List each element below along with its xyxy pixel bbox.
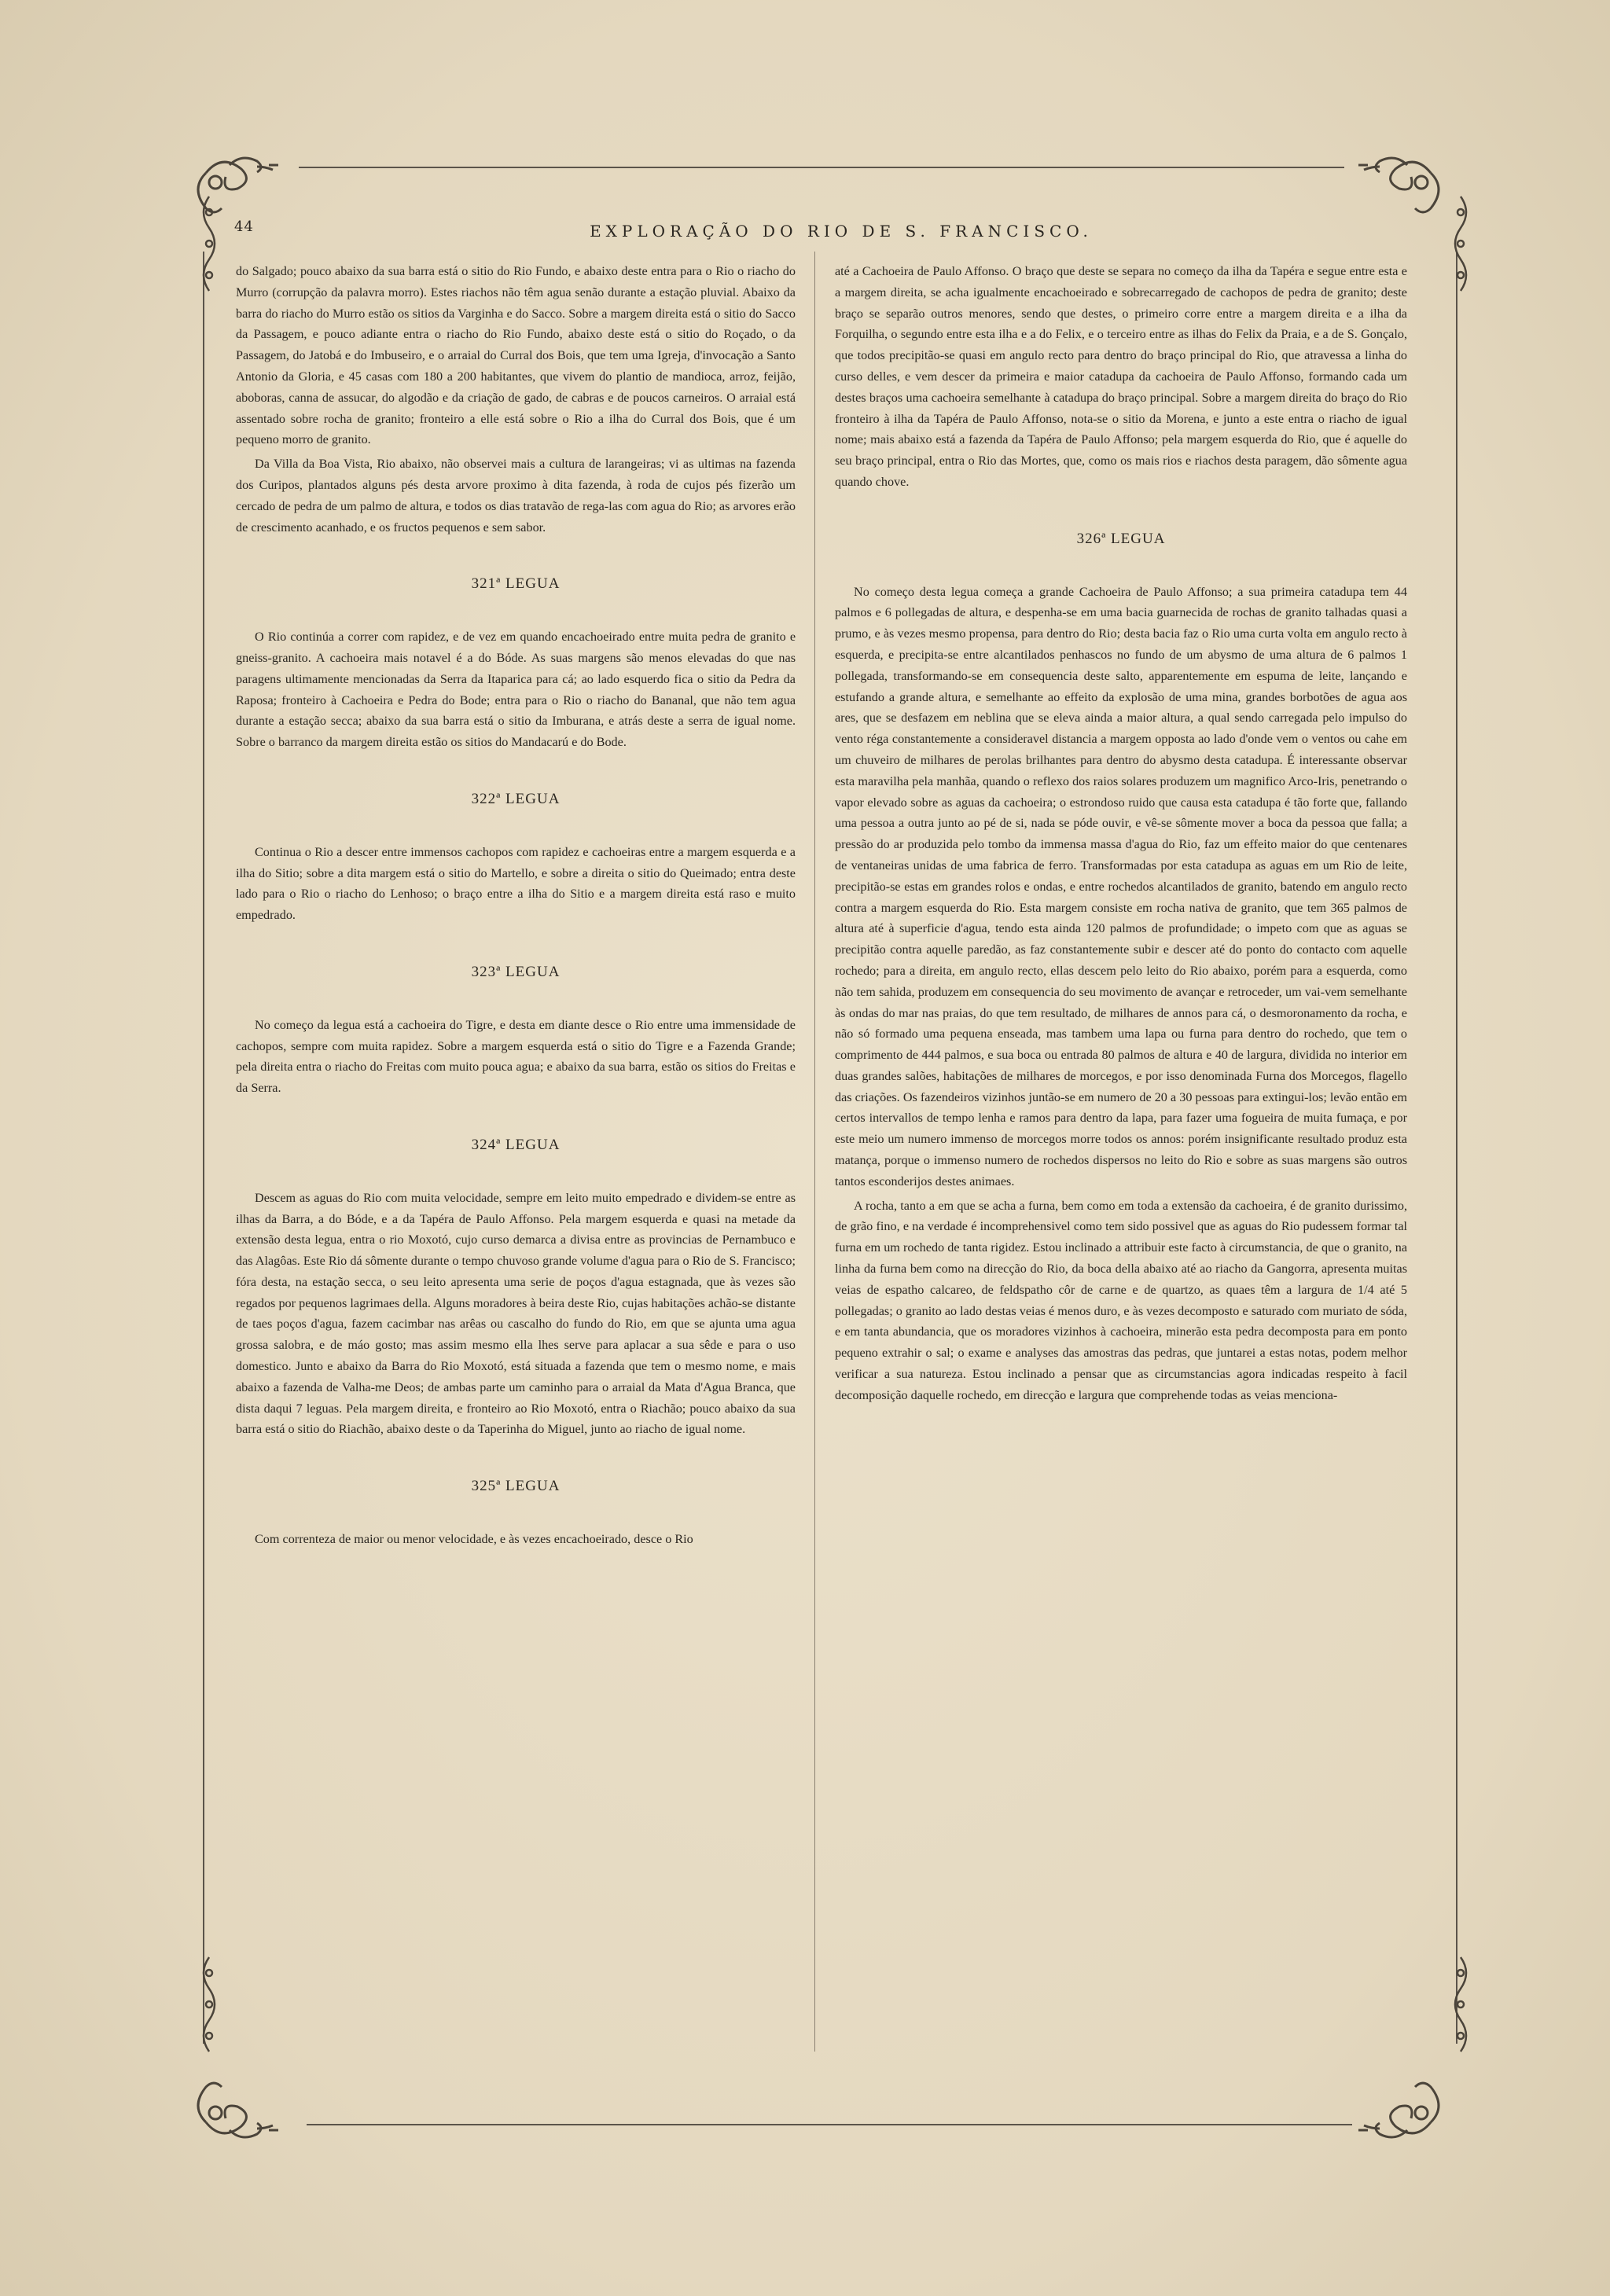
league-323-text: No começo da legua está a cachoeira do Tigre, e desta em diante desce o Rio entre uma immensidade de cachopos, sempre com muita rapidez. Sobre a margem esquerda está o sitio do Tigre e a Fazenda Grande; pela direita entra o riacho do Freitas com muito pouca agua; e abaixo da sua barra, estão os sitios do Freitas e da Serra. bbox=[236, 1017, 796, 1096]
frame-right-rule bbox=[1456, 252, 1457, 2044]
league-321-text: O Rio continúa a correr com rapidez, e de vez em quando encachoeirado entre muita pedra de granito e gneiss-granito. A cachoeira mais notavel é a do Bóde. As suas margens são menos elevadas do que nas paragens ultimamente mencionadas da Serra da Itaparica para cá; ao lado esquerdo fica o sitio da Pedra da Raposa; fronteiro à Cachoeira e Pedra do Bode; entra para o Rio o riacho do Bananal, que não tem agua durante a estação secca; abaixo da sua barra está o sitio da Imburana, e atrás deste a serra de igual nome. Sobre o barranco da margem direita estão os sitios do Mandacarú e do Bode. bbox=[236, 630, 796, 750]
league-325-text: Com correnteza de maior ou menor velocidade, e às vezes encachoeirado, desce o Rio bbox=[255, 1532, 693, 1547]
continuation-paragraph: até a Cachoeira de Paulo Affonso. O braço que deste se separa no começo da ilha da Tapéra e segue entre esta e a margem direita, se acha igualmente encachoeirado e sobrecarregado de cachopos de pedra de granito; deste braço se separão outros menores, sendo que destes, o primeiro corre entre a margem direita e a ilha da Forquilha, o segundo entre esta ilha e a do Felix, e o terceiro entre as ilhas do Felix da Praia, e a de S. Gonçalo, que todos precipitão-se quasi em angulo recto para dentro do braço principal do Rio, que atravessa a linha do curso delles, e vem descer da primeira e maior catadupa da cachoeira de Paulo Affonso, formando cada um destes braços uma cachoeira semelhante à catadupa do braço principal. Sobre a margem direita do braço do Rio fronteiro à ilha da Tapéra de Paulo Affonso, nota-se o sitio da Morena, e junto a este entra o riacho de igual nome; mais abaixo está a fazenda da Tapéra de Paulo Affonso; pela margem esquerda do Rio, que é aquelle do seu braço principal, entra o Rio das Mortes, que, como os mais rios e riachos desta paragem, dão sômente agua quando chove. bbox=[835, 264, 1407, 489]
running-head: EXPLORAÇÃO DO RIO DE S. FRANCISCO. bbox=[590, 222, 1093, 241]
league-326-paragraph-1: No começo desta legua começa a grande Cachoeira de Paulo Affonso; a sua primeira catadupa tem 44 palmos e 6 pollegadas de altura, e despenha-se em uma bacia guarnecida de rochas de granito talhadas quasi a prumo, e às vezes mesmo propensa, para dentro do Rio; desta bacia faz o Rio uma curta volta em angulo recto à esquerda, e precipita-se entre alcantilados penhascos no fundo de um abysmo de uma altura de 6 palmos 1 pollegada, transformando-se em consequencia deste salto, apparentemente em espuma de leite, lançando e estufando a grande altura, e semelhante ao effeito da explosão de uma mina, grandes borbotões de agua aos ares, que se desfazem em neblina que se eleva ainda a maior altura, a qual sendo carregada pelo impulso do vento réga constantemente a consideravel distancia a margem opposta ao lado d'onde vem o ventos ou cahe em um chuveiro de milhares de perolas brilhantes para dentro do abysmo desta catadupa. É interessante observar esta maravilha pela manhãa, quando o reflexo dos raios solares produzem um magnifico Arco-Iris, penetrando o vapor elevado sobre as aguas da cachoeira; o estrondoso ruido que causa esta catadupa é tão forte que, fallando uma pessoa a outra junto ao pé de si, nada se póde ouvir, e vê-se sômente mover a boca da pessoa que falla; a pressão do ar produzida pelo tombo da immensa massa d'agua do Rio, faz um effeito maior do que centenares de ventaneiras unidas de uma fabrica de ferro. Transformadas por esta catadupa as aguas em um Rio de leite, precipitão-se estas em grandes rolos e ondas, e entre rochedos alcantilados de granito, batendo em angulo recto contra a margem esquerda do Rio. Esta margem consiste em rocha nativa de granito, que tem 365 palmos de altura até à superficie d'agua, tendo esta ainda 120 palmos de profundidade; o impeto com que as aguas se precipitão contra aquelle paredão, as faz constantemente subir e descer até do ponto do contacto com aquelle rochedo; para a direita, em angulo recto, ellas descem pelo leito do Rio abaixo, porém para a esquerda, como não tem sahida, produzem em consequencia do seu movimento de avançar e retroceder, um vai-vem semelhante às ondas do mar nas praias, do que tem resultado, de milhares de annos para cá, o desmoronamento da rocha, e não só formado uma pequena enseada, mas tambem uma lapa ou furna para dentro do rochedo, que tem o comprimento de 444 palmos, e sua boca ou entrada 80 palmos de altura e 40 de largura, dividida no interior em duas grandes salões, habitações de milhares de morcegos, e por isso denominada Furna dos Morcegos, flagello das criações. Os fazendeiros vizinhos juntão-se em numero de 20 a 30 pessoas para extingui-los; levão então em certos intervallos de tempo lenha e ramos para dentro da lapa, para fazer uma fogueira de muita fumaça, e por este meio um numero immenso de morcegos morre todos os annos: porém insignificante resultado produz esta matança, porque o immenso numero de rochedos dispersos no leito do Rio e sobre as suas margens são outros tantos esconderijos destes animaes. bbox=[835, 584, 1407, 1188]
league-323-heading: 323ª LEGUA bbox=[471, 963, 561, 980]
league-326-heading: 326ª LEGUA bbox=[1076, 530, 1166, 547]
column-divider bbox=[814, 252, 815, 2052]
right-column bbox=[835, 261, 1407, 1409]
page-number: 44 bbox=[234, 219, 254, 235]
league-321-heading: 321ª LEGUA bbox=[471, 575, 561, 593]
frame-left-rule bbox=[203, 252, 204, 2044]
intro-paragraph-1: do Salgado; pouco abaixo da sua barra está o sitio do Rio Fundo, e abaixo deste entra para o Rio o riacho do Murro (corrupção da palavra morro). Estes riachos não têm agua senão durante a estação pluvial. Abaixo da barra do riacho do Murro estão os sitios da Varginha e do Sacco. Sobre a margem direita está o sitio do Sacco da Passagem, e pouco adiante entra o riacho do Rio Fundo, abaixo deste está o sitio do Roçado, o da Passagem, do Jatobá e do Imbuseiro, e o arraial do Curral dos Bois, que tem uma Igreja, d'invocação a Santo Antonio da Gloria, e 45 casas com 180 a 200 habitantes, que vivem do plantio de mandioca, arroz, feijão, aboboras, canna de assucar, do algodão e da criação de gado, de cabras e de poucos carneiros. O arraial está assentado sobre rocha de granito; fronteiro a elle está sobre o Rio a ilha do Curral dos Bois, que é um pequeno morro de granito. bbox=[236, 264, 796, 447]
left-column bbox=[236, 261, 796, 1553]
league-324-text: Descem as aguas do Rio com muita velocidade, sempre em leito muito empedrado e dividem-se entre as ilhas da Barra, a do Bóde, e a da Tapéra de Paulo Affonso. Pela margem esquerda e quasi na metade da extensão desta legua, entra o rio Moxotó, cujo curso demarca a divisa entre as provincias de Pernambuco e das Alagôas. Este Rio dá sômente durante o tempo chuvoso grande volume d'agua para o Rio de S. Francisco; fóra desta, na estação secca, o seu leito apresenta uma serie de poços d'agua estagnada, que às vezes são regados por pequenos lagrimaes della. Alguns moradores à beira deste Rio, cujas habitações achão-se distante de taes poços d'agua, fazem cacimbar nas arêas ou cascalho do fundo do Rio, em que se ajunta uma agua grossa salobra, e de máo gosto; mas assim mesmo ella lhes serve para aplacar a sua sêde e para o uso domestico. Junto e abaixo da Barra do Rio Moxotó, está situada a fazenda que tem o mesmo nome, e mais abaixo a fazenda de Valha-me Deos; de ambas parte um caminho para o arraial da Mata d'Agua Branca, que dista daqui 7 leguas. Pela margem direita, e fronteiro ao Rio Moxotó, entra o Riachão; pouco abaixo da sua barra está o sitio do Riachão, abaixo deste o da Taperinha do Miguel, junto ao riacho de igual nome. bbox=[236, 1190, 796, 1437]
ornament-corner-top-right bbox=[1352, 141, 1454, 244]
league-322-text: Continua o Rio a descer entre immensos cachopos com rapidez e cachoeiras entre a margem esquerda e a ilha do Sitio; sobre a dita margem está o sitio do Martello, e sobre a direita o sitio do Queimado; entra deste lado para o Rio o riacho do Lenhoso; o braço entre a ilha do Sitio e a margem direita está raso e muito empedrado. bbox=[236, 844, 796, 923]
ornament-side-top-right bbox=[1446, 189, 1475, 299]
intro-paragraph-2: Da Villa da Boa Vista, Rio abaixo, não observei mais a cultura de larangeiras; vi as ultimas na fazenda dos Curipos, plantados alguns pés desta arvore proximo à dita fazenda, à roda de cujos pés fizerão um cercado de pedra de um palmo de altura, e todos os dias tratavão de rega-las com agua do Rio; as arvores erão de crescimento acanhado, e os fructos pequenos e sem sabor. bbox=[236, 457, 796, 535]
ornament-side-top-left bbox=[195, 189, 223, 299]
frame-top-rule bbox=[299, 167, 1344, 168]
ornament-side-bottom-right bbox=[1446, 1949, 1475, 2059]
ornament-corner-bottom-right bbox=[1352, 2052, 1454, 2154]
league-325-heading: 325ª LEGUA bbox=[471, 1478, 561, 1495]
ornament-side-bottom-left bbox=[195, 1949, 223, 2059]
league-326-paragraph-2: A rocha, tanto a em que se acha a furna, bem como em toda a extensão da cachoeira, é de granito durissimo, de grão fino, e na verdade é incomprehensivel como tem sido possivel que as aguas do Rio pudessem formar tal furna em um rochedo de tanta rigidez. Estou inclinado a attribuir este facto à circumstancia, de que o granito, na linha da furna bem como na direcção do Rio, da boca della abaixo até ao riacho da Gangorra, apresenta muitas veias de espatho calcareo, de feldspatho côr de carne e de quartzo, as quaes têm a largura de 1/4 até 5 pollegadas; o granito ao lado destas veias é menos duro, e às vezes decomposto e saturado com muriato de sóda, e em tanta abundancia, que os moradores vizinhos à cachoeira, minerão esta pedra decomposta para em ponto pequeno extrahir o sal; o exame e analyses das amostras das pedras, que juntarei a estas notas, podem melhor verificar a sua natureza. Estou inclinado a pensar que as circumstancias agora indicadas respeito à facil decomposição daquelle rochedo, em direcção e largura que comprehende todas as veias menciona- bbox=[835, 1198, 1407, 1402]
league-324-heading: 324ª LEGUA bbox=[471, 1136, 561, 1153]
frame-bottom-rule bbox=[307, 2124, 1352, 2125]
league-322-heading: 322ª LEGUA bbox=[471, 790, 561, 807]
ornament-corner-bottom-left bbox=[182, 2052, 285, 2154]
